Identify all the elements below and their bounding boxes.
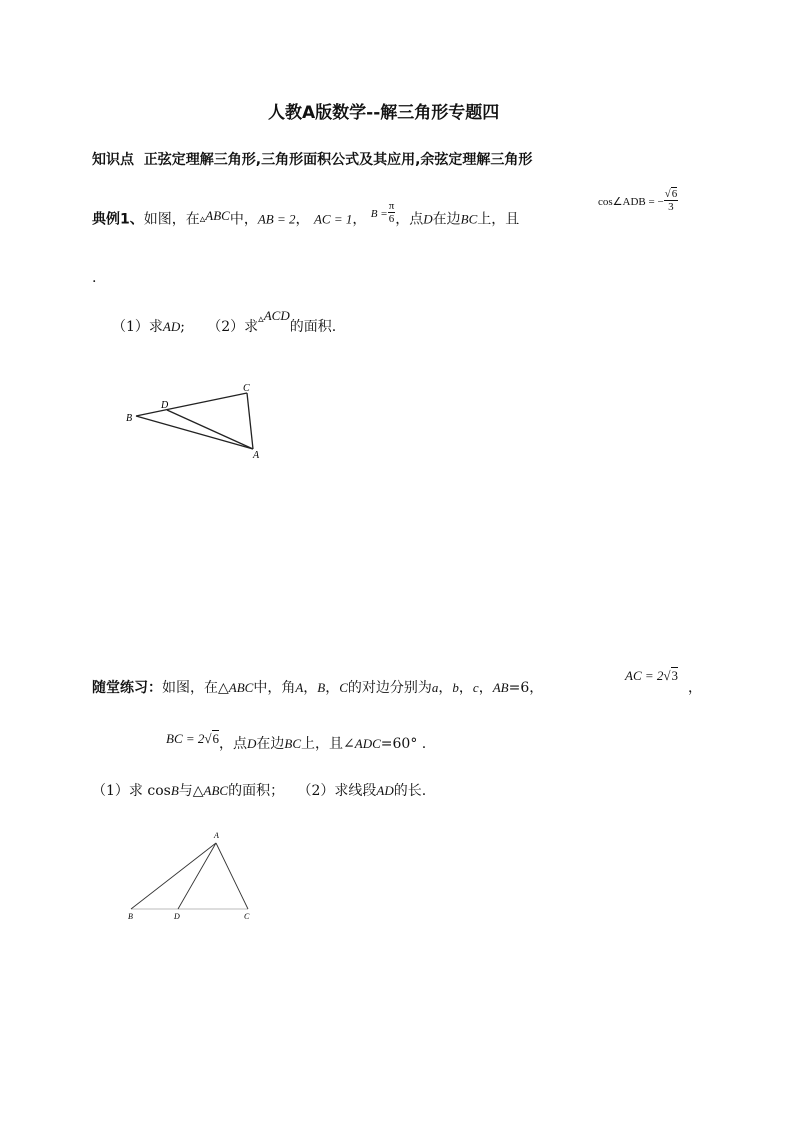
triangle-symbol: ▵ <box>258 312 264 325</box>
line-bc <box>136 393 247 416</box>
sep-2: ， <box>325 680 340 696</box>
example1-point-d: D <box>423 211 433 227</box>
label-d: D <box>161 400 169 411</box>
sep-4: ， <box>458 680 473 696</box>
example1-ab: AB = 2 <box>257 211 296 227</box>
example1-triangle-abc: ABC <box>205 207 230 223</box>
pi-numerator: π <box>388 200 395 212</box>
example1-text-5: 上，且 <box>477 211 520 228</box>
side-b: b <box>452 680 459 695</box>
q2-triangle-acd: ACD <box>263 308 290 323</box>
pq2-a: （2）求线段 <box>297 783 377 799</box>
knowledge-text: 正弦定理解三角形,三角形面积公式及其应用,余弦定理解三角形 <box>143 152 533 168</box>
sep-1: ， <box>303 680 318 696</box>
example1-side-bc: BC <box>460 211 478 227</box>
ac-formula <box>625 665 678 684</box>
line-ca <box>247 393 253 449</box>
practice-line-1 <box>92 677 543 697</box>
cos-lhs: cos∠ADB = − <box>598 196 664 208</box>
pq2-c: 的长. <box>393 783 427 799</box>
example1-text-3: ，点 <box>395 211 424 228</box>
practice-text-2: 中，角 <box>253 680 296 696</box>
label-d: D <box>174 912 180 921</box>
label-a: A <box>253 450 260 460</box>
label-c: C <box>243 383 250 394</box>
line-ca <box>216 843 248 909</box>
example1-comma-1: ， <box>295 211 310 228</box>
knowledge-point-line <box>92 149 532 169</box>
pq2-b: AD <box>376 783 394 798</box>
side-c: c <box>472 680 479 695</box>
q1-number: （1）求 <box>112 319 163 335</box>
practice-line-2 <box>166 733 426 753</box>
practice-abc: ABC <box>228 680 254 695</box>
practice-text-3: 的对边分别为 <box>347 680 432 696</box>
pq1-b: B <box>170 783 179 798</box>
knowledge-label: 知识点 <box>92 152 134 168</box>
side-a: a <box>431 680 439 695</box>
cos-denominator: 3 <box>668 201 674 213</box>
practice-ab: AB <box>492 680 509 695</box>
practice-bc: BC <box>284 736 302 751</box>
q2-end: 的面积. <box>289 319 337 335</box>
line-da <box>178 843 216 909</box>
label-c: C <box>244 912 250 921</box>
sep-3: ， <box>438 680 453 696</box>
triangle-symbol: ▵ <box>199 211 206 225</box>
practice-ab-value: =6， <box>508 680 544 696</box>
cos-fraction <box>664 188 679 213</box>
practice-text-6: 上，且∠ <box>301 736 355 752</box>
six-denominator: 6 <box>388 213 395 225</box>
example1-b-lhs: B = <box>370 207 388 220</box>
practice-label: 随堂练习： <box>92 680 162 696</box>
practice-text-5: 在边 <box>256 736 285 752</box>
pq1-d: ABC <box>203 783 229 798</box>
example1-questions <box>112 308 337 336</box>
example1-label: 典例1、 <box>92 211 144 228</box>
bc-radical: √6 <box>204 731 220 746</box>
practice-adc: ADC <box>354 736 381 751</box>
ac-comma: ， <box>688 680 702 696</box>
line-ba <box>136 416 253 449</box>
example1-b-fraction <box>388 200 396 225</box>
line-ba <box>131 843 216 909</box>
label-b: B <box>128 912 133 921</box>
pq1-a: （1）求 cos <box>92 783 171 799</box>
bc-lhs: BC = 2 <box>166 731 205 746</box>
example1-line <box>92 200 520 232</box>
practice-text-7: =60° . <box>380 736 427 752</box>
practice-text-4: ，点 <box>219 736 248 752</box>
ac-radical: √3 <box>663 668 679 683</box>
cos-adb-formula <box>598 188 678 213</box>
example1-ac: AC = 1 <box>313 211 353 227</box>
q1-end: ; <box>180 319 185 335</box>
example1-text-4: 在边 <box>432 211 461 228</box>
page-title: 人教A版数学--解三角形专题四 <box>268 103 500 123</box>
angle-a: A <box>295 680 304 695</box>
line-da <box>167 410 253 449</box>
q2-number: （2）求 <box>207 319 259 335</box>
label-a: A <box>214 831 219 840</box>
label-b: B <box>126 413 133 424</box>
practice-questions <box>92 780 426 800</box>
angle-b: B <box>317 680 326 695</box>
cos-numerator: √6 <box>664 188 678 200</box>
q1-ad: AD <box>162 319 181 334</box>
angle-c: C <box>339 680 348 695</box>
figure2-triangle <box>120 828 260 923</box>
example1-text-1: 如图，在 <box>143 211 200 228</box>
figure1-triangle <box>120 380 270 460</box>
sep-5: ， <box>478 680 493 696</box>
example1-text-2: 中， <box>229 211 258 228</box>
example1-dot: . <box>92 270 97 286</box>
pq1-c: 与△ <box>178 783 204 799</box>
practice-point-d: D <box>247 736 257 751</box>
ac-lhs: AC = 2 <box>625 668 664 683</box>
practice-text-1: 如图，在△ <box>162 680 229 696</box>
pq1-e: 的面积； <box>228 783 285 799</box>
example1-comma-2: ， <box>352 211 367 228</box>
